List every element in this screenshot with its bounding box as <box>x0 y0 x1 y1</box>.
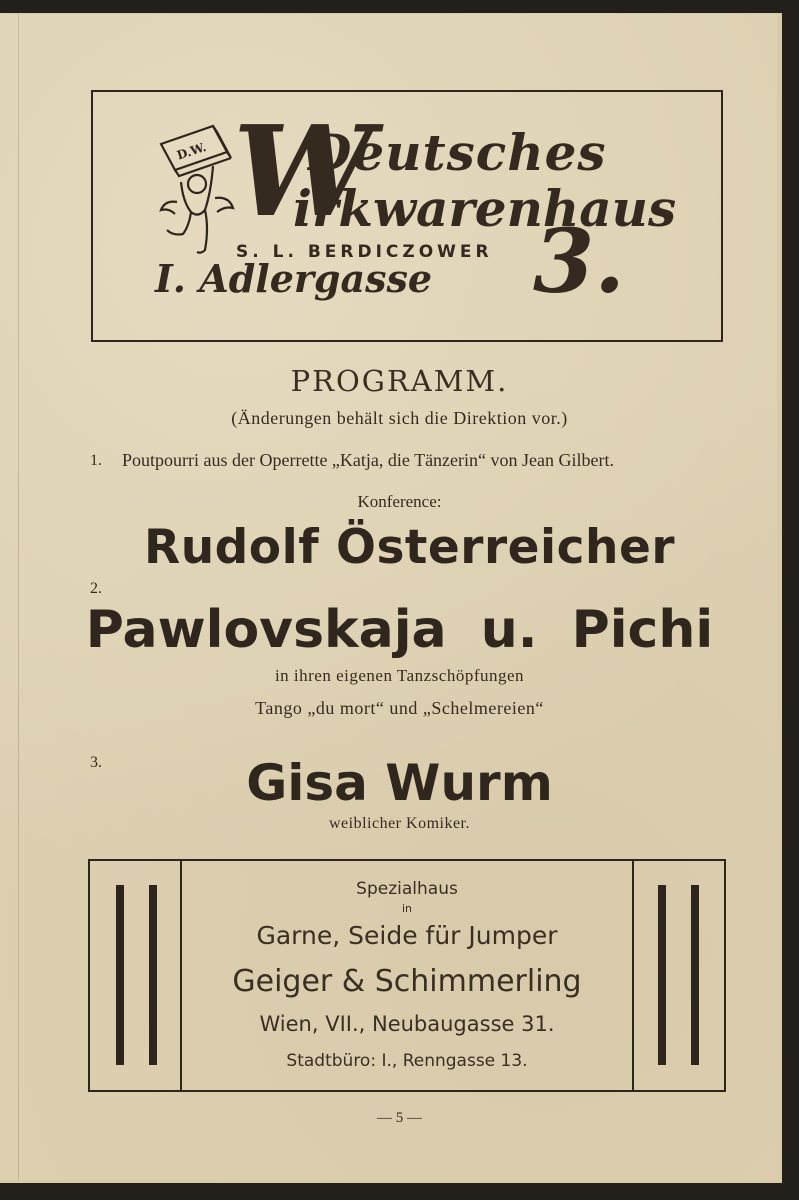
ad-company-name: Geiger & Schimmerling <box>232 964 582 999</box>
ad-address: Wien, VII., Neubaugasse 31. <box>259 1012 555 1036</box>
ad-city-office: Stadtbüro: I., Renngasse 13. <box>286 1051 528 1071</box>
svg-text:D.W.: D.W. <box>175 139 208 163</box>
page-number: — 5 — <box>377 1110 422 1126</box>
item-2-number: 2. <box>90 580 102 597</box>
logo-initial: W <box>233 99 374 245</box>
ad-left-panel <box>90 861 182 1090</box>
programme-title: PROGRAMM. <box>290 364 509 398</box>
decorative-bar <box>149 885 157 1065</box>
decorative-bar <box>691 885 699 1065</box>
performer-rudolf: Rudolf Österreicher <box>144 520 675 575</box>
programme-note: (Änderungen behält sich die Direktion vor.) <box>231 408 568 428</box>
mascot-carrying-box-icon <box>153 122 243 262</box>
performer-pawlovskaja-pichi: Pawlovskaja u. Pichi <box>85 600 714 660</box>
logo-owner: S. L. BERDICZOWER <box>236 242 493 262</box>
ad-right-panel <box>632 861 724 1090</box>
ad-products: Garne, Seide für Jumper <box>256 921 558 950</box>
logo-street: I. Adlergasse <box>155 256 433 301</box>
item-3-number: 3. <box>90 754 102 771</box>
ad-in: in <box>401 902 413 915</box>
item-3-subtitle: weiblicher Komiker. <box>328 815 470 832</box>
top-advertisement <box>91 90 723 342</box>
item-2-subtitle: in ihren eigenen Tanzschöpfungen <box>274 666 525 685</box>
ad-spezialhaus: Spezialhaus <box>356 879 458 899</box>
bottom-advertisement <box>88 859 726 1092</box>
logo-house-number: 3. <box>533 209 625 313</box>
programme-page <box>0 14 777 1180</box>
page-fold-line <box>18 14 19 1180</box>
decorative-bar <box>658 885 666 1065</box>
decorative-bar <box>116 885 124 1065</box>
performer-gisa-wurm: Gisa Wurm <box>246 754 553 812</box>
logo-word-wirkwarenhaus: irkwarenhaus <box>293 179 677 238</box>
item-1-text: Poutpourri aus der Operrette „Katja, die Tänzerin“ von Jean Gilbert. <box>122 450 614 470</box>
item-2-detail: Tango „du mort“ und „Schelmereien“ <box>255 698 544 718</box>
ad-text-panel <box>182 861 632 1090</box>
item-1-number: 1. <box>90 452 102 469</box>
logo-word-deutsches: Deutsches <box>308 123 607 182</box>
conference-label: Konference: <box>357 492 442 511</box>
